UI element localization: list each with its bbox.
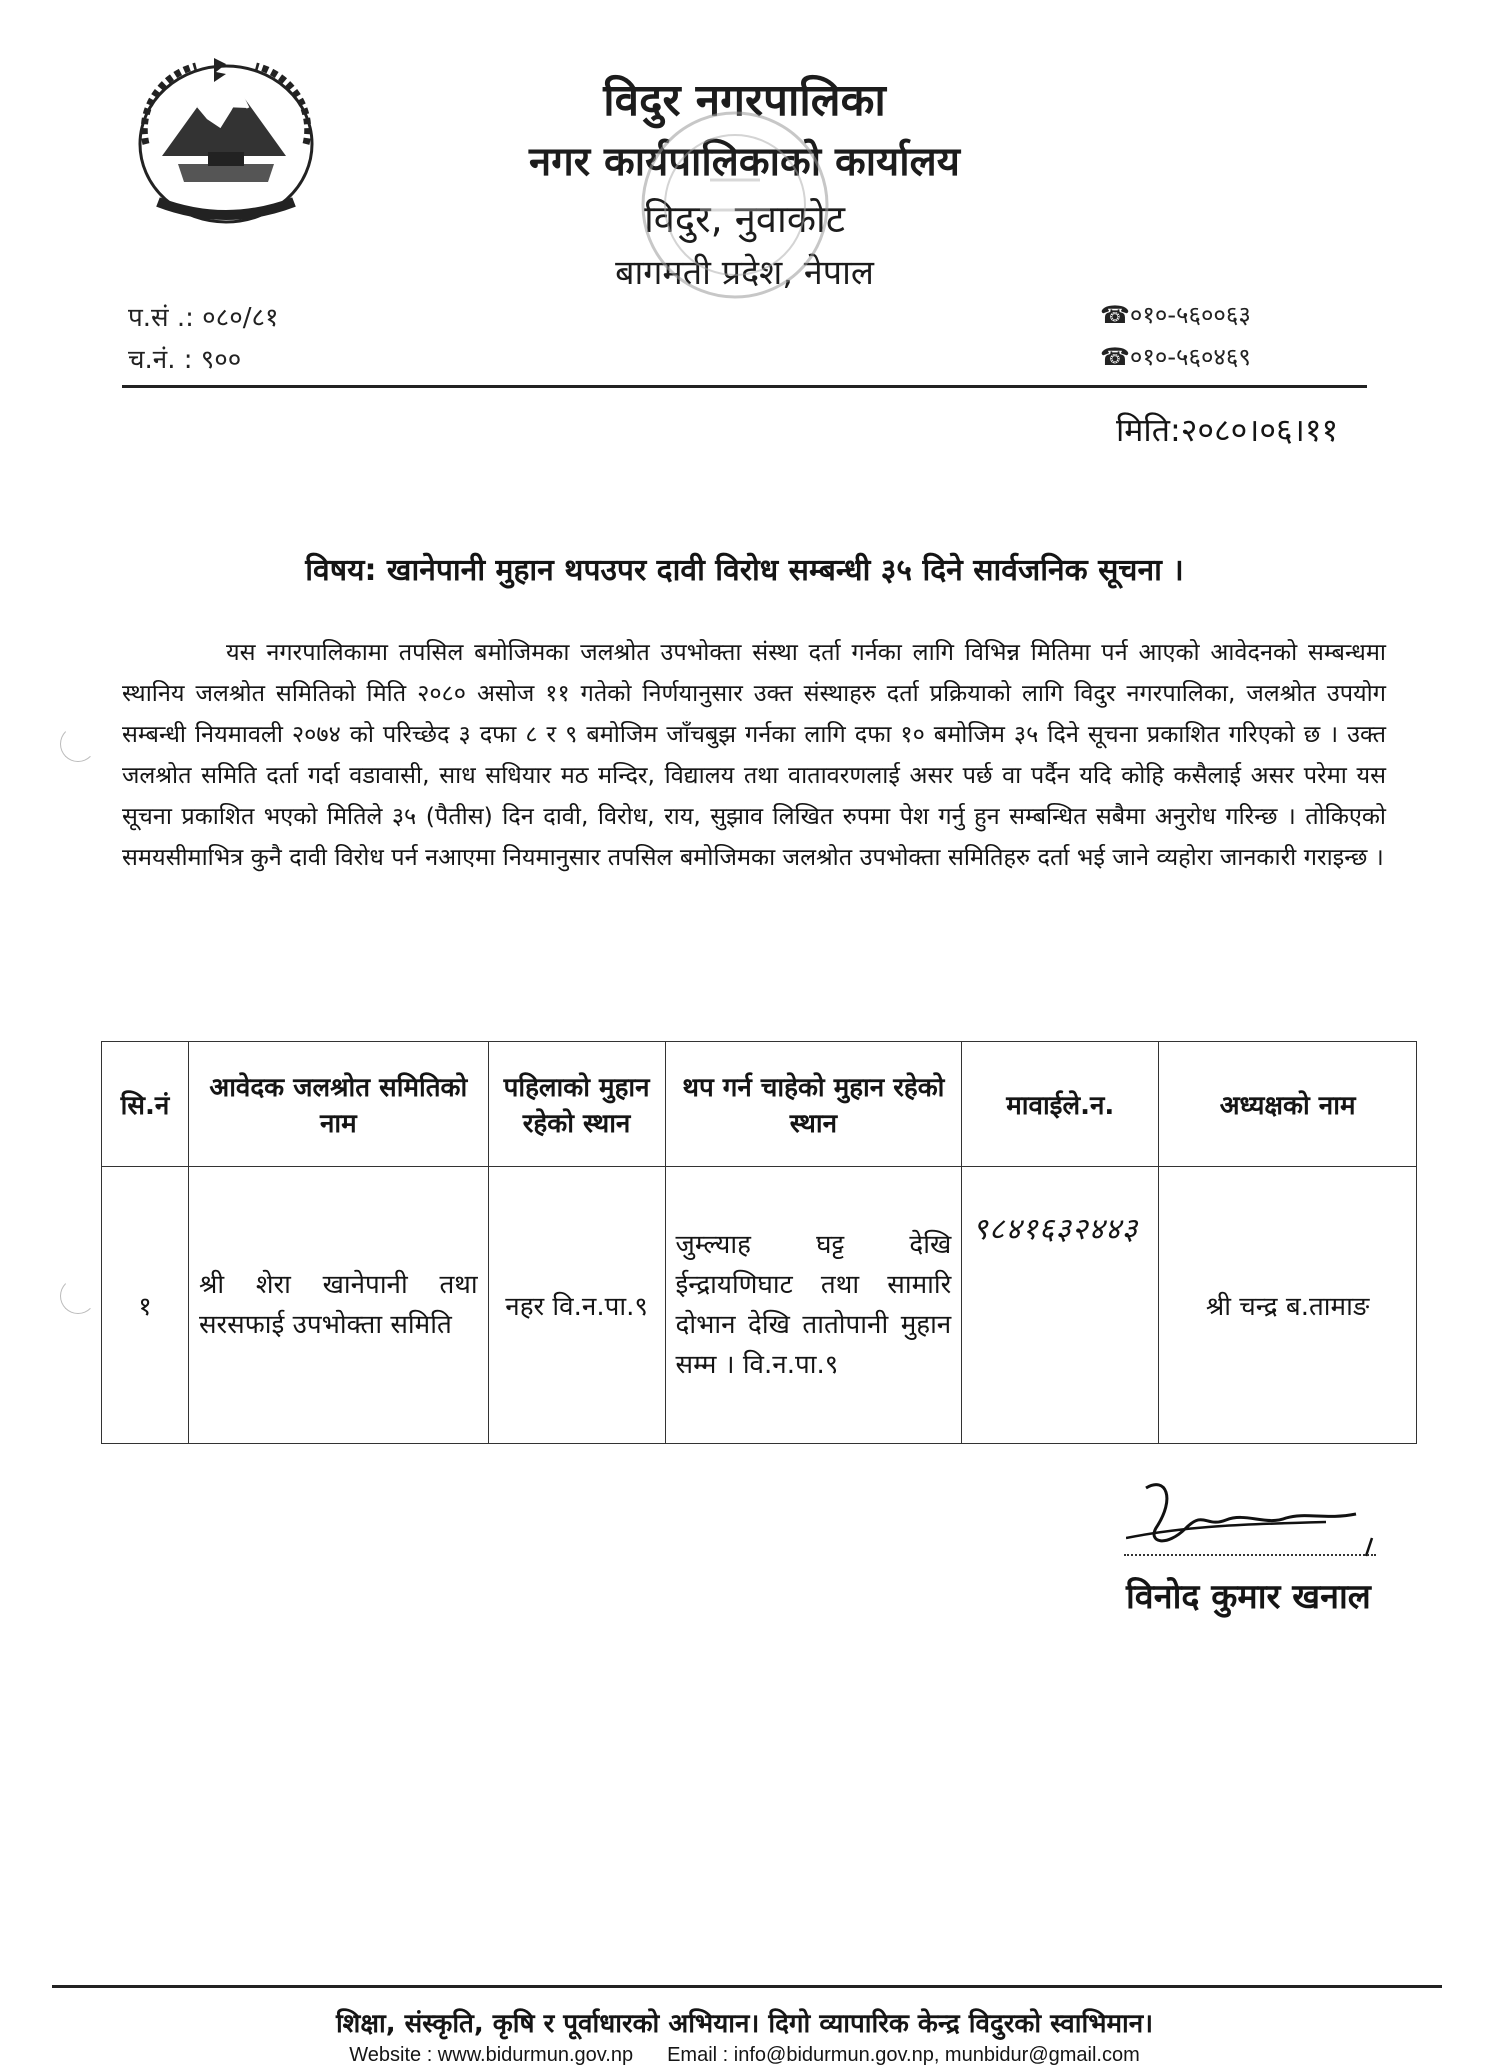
table-row: [102, 1167, 1417, 1444]
website-text: Website : www.bidurmun.gov.np: [349, 2044, 634, 2066]
reference-number: प.सं .: ०८०/८१: [128, 303, 279, 333]
cell-new-source: जुम्ल्याह घट्ट देखि ईन्द्रायणिघाट तथा सामारि दोभान देखि तातोपानी मुहान सम्म । वि.न.पा.९: [665, 1167, 962, 1444]
col-header-applicant: आवेदक जलश्रोत समितिको नाम: [188, 1042, 488, 1167]
province-country: बागमती प्रदेश, नेपाल: [615, 253, 874, 293]
signer-name: विनोद कुमार खनाल: [1126, 1577, 1371, 1617]
footer-divider: [52, 1985, 1442, 1988]
col-header-previous-source: पहिलाको मुहान रहेको स्थान: [488, 1042, 665, 1167]
office-stamp: [600, 100, 870, 310]
col-header-new-source: थप गर्न चाहेको मुहान रहेको स्थान: [665, 1042, 962, 1167]
punch-hole-mark: [60, 1278, 96, 1314]
col-header-chair: अध्यक्षको नाम: [1159, 1042, 1417, 1167]
notice-body: [122, 632, 1386, 878]
punch-hole-mark: [60, 726, 96, 762]
dispatch-number: च.नं. : ९००: [128, 345, 242, 375]
cell-previous-source: नहर वि.न.पा.९: [488, 1167, 665, 1444]
applicant-table: [101, 1041, 1417, 1444]
notice-subject: विषय: खानेपानी मुहान थपउपर दावी विरोध सम्बन्धी ३५ दिने सार्वजनिक सूचना ।: [305, 553, 1184, 588]
col-header-mobile: मावाईले.न.: [962, 1042, 1159, 1167]
cell-mobile: [962, 1167, 1159, 1444]
document-date: मिति:२०८०।०६।११: [1116, 411, 1339, 449]
office-name: नगर कार्यपालिकाको कार्यालय: [529, 139, 960, 185]
cell-applicant: श्री शेरा खानेपानी तथा सरसफाई उपभोक्ता समिति: [188, 1167, 488, 1444]
footer-motto: शिक्षा, संस्कृति, कृषि र पूर्वाधारको अभियान। दिगो व्यापारिक केन्द्र विदुरको स्वाभिमान।: [335, 2009, 1154, 2039]
phone-number-2: ☎०१०-५६०४६९: [1100, 343, 1251, 371]
table-header-row: [102, 1042, 1417, 1167]
phone-number-1: ☎०१०-५६००६३: [1100, 301, 1251, 329]
signature-line: [1124, 1552, 1376, 1556]
office-location: विदुर, नुवाकोट: [643, 197, 846, 241]
col-header-sn: सि.नं: [102, 1042, 189, 1167]
notice-body-text: यस नगरपालिकामा तपसिल बमोजिमका जलश्रोत उपभोक्ता संस्था दर्ता गर्नका लागि विभिन्न मितिमा पर्न आएको आवेदनको सम्बन्धमा स्थानिय जलश्रोत समितिको मिति २०८० असोज ११ गतेको निर्णयानुसार उक्त संस्थाहरु दर्ता प्रक्रियाको लागि विदुर नगरपालिका, जलश्रोत उपयोग सम्बन्धी नियमावली २०७४ को परिच्छेद ३ दफा ८ र ९ बमोजिम जाँचबुझ गर्नका लागि दफा १० बमोजिम ३५ दिने सूचना प्रकाशित गरिएको छ । उक्त जलश्रोत समिति दर्ता गर्दा वडावासी, साध सधियार मठ मन्दिर, विद्यालय तथा वातावरणलाई असर पर्छ वा पर्दैन यदि कोहि कसैलाई असर परेमा यस सूचना प्रकाशित भएको मितिले ३५ (पैतीस) दिन दावी, विरोध, राय, सुझाव लिखित रुपमा पेश गर्नु हुन सम्बन्धित सबैमा अनुरोध गरिन्छ । तोकिएको समयसीमाभित्र कुनै दावी विरोध पर्न नआएमा नियमानुसार तपसिल बमोजिमका जलश्रोत उपभोक्ता समितिहरु दर्ता भई जाने व्यहोरा जानकारी गराइन्छ ।: [122, 638, 1386, 871]
email-text: Email : info@bidurmun.gov.np, munbidur@gmail.com: [667, 2044, 1140, 2066]
cell-chair: श्री चन्द्र ब.तामाङ: [1159, 1167, 1417, 1444]
header-divider: [122, 385, 1367, 388]
org-name: विदुर नगरपालिका: [603, 75, 886, 126]
footer-contact: [0, 2044, 1489, 2067]
cell-sn: १: [102, 1167, 189, 1444]
handwritten-mobile: ९८४१६३२४४३: [972, 1212, 1139, 1247]
